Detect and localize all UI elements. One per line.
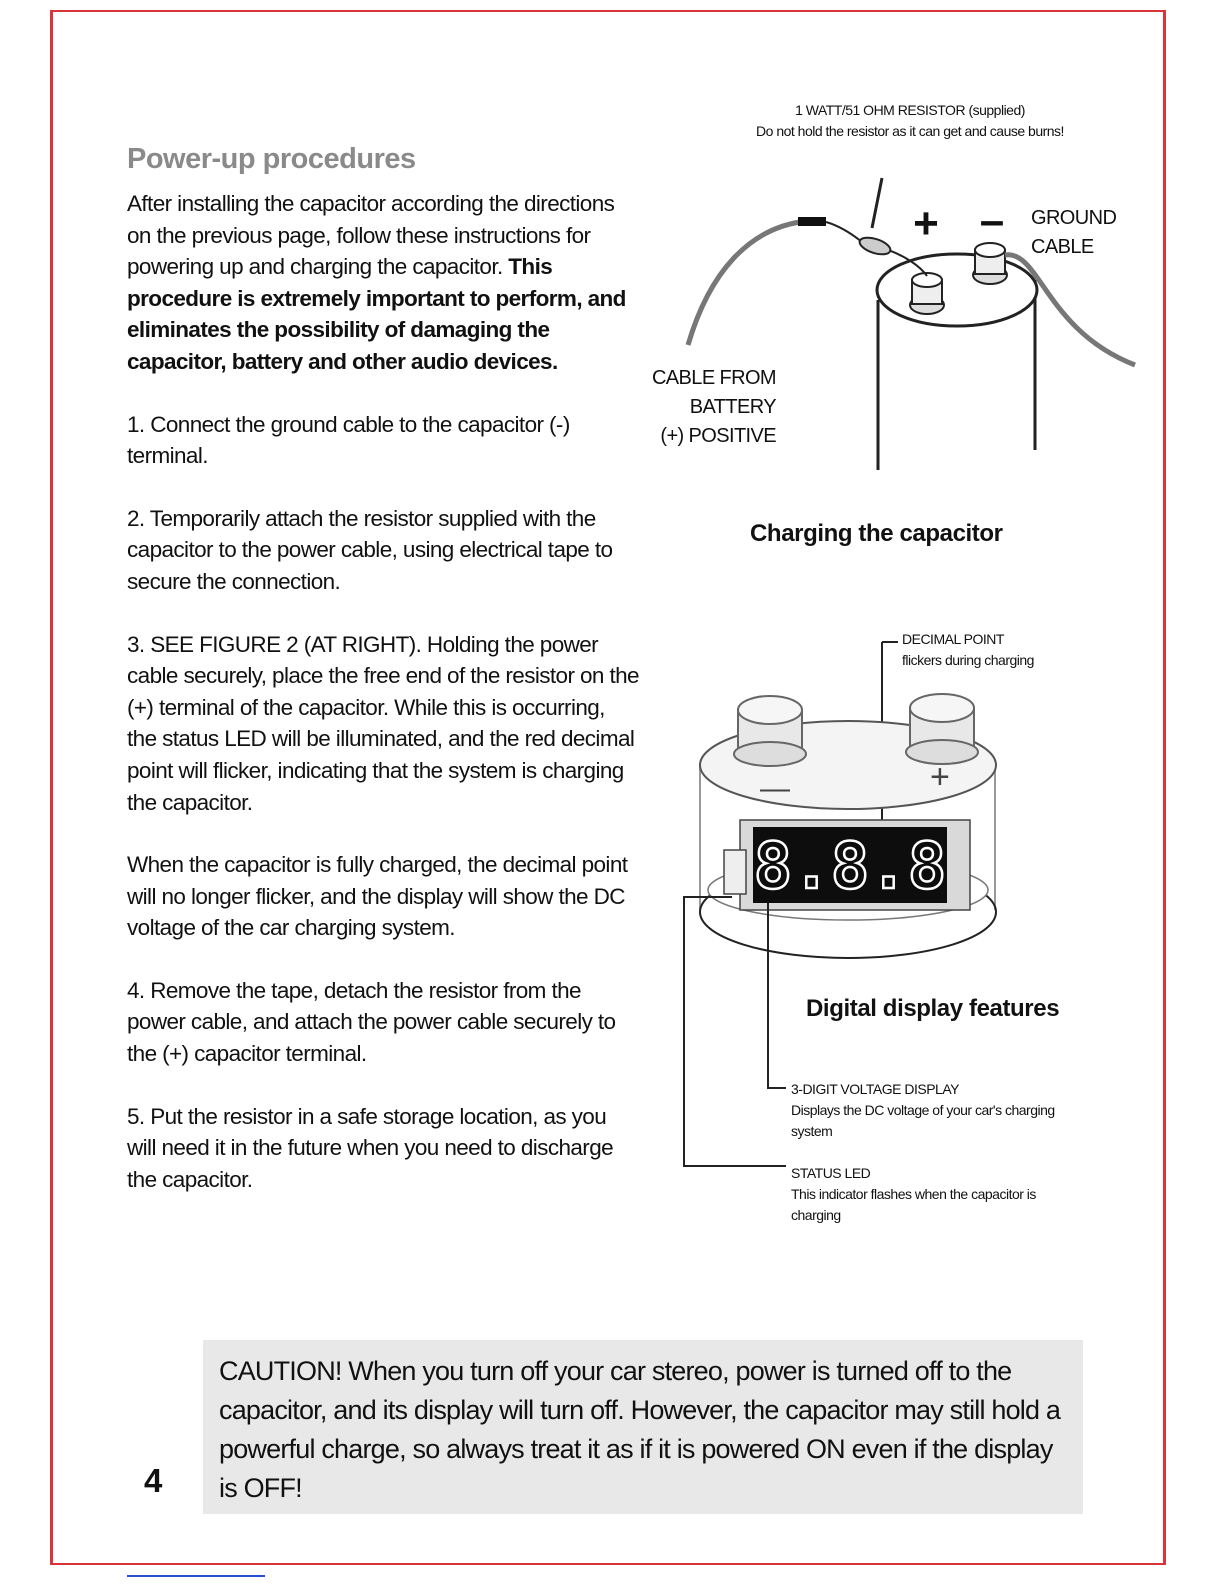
led-title: STATUS LED xyxy=(791,1165,871,1181)
instructions-column xyxy=(127,188,639,1226)
display-plus-mark: + xyxy=(930,758,950,796)
ground-cable-label xyxy=(1031,204,1116,262)
step-1: 1. Connect the ground cable to the capacitor (-) terminal. xyxy=(127,411,570,469)
step-3-note: When the capacitor is fully charged, the decimal point will no longer flicker, and the display will show the DC voltage of the car charging system. xyxy=(127,852,628,941)
battery-cable-label xyxy=(640,364,776,451)
status-led-label xyxy=(791,1163,1121,1226)
display-positive-terminal xyxy=(906,694,978,764)
battery-cable xyxy=(688,222,800,345)
positive-terminal xyxy=(910,273,944,314)
page-heading: Power-up procedures xyxy=(127,143,416,175)
resistor-warning: Do not hold the resistor as it can get and cause burns! xyxy=(756,123,1064,139)
intro-paragraph xyxy=(127,188,639,378)
step-5: 5. Put the resistor in a safe storage location, as you will need it in the future when you need to discharge the capacitor. xyxy=(127,1103,614,1192)
voltage-display-label xyxy=(791,1079,1121,1142)
display-negative-terminal xyxy=(734,696,806,766)
voltage-callout-line xyxy=(768,903,786,1088)
led-callout-line xyxy=(684,897,786,1166)
ground-label-line1: GROUND xyxy=(1031,207,1117,229)
step-3: 3. SEE FIGURE 2 (AT RIGHT). Holding the power cable securely, place the free end of the resistor on the (+) terminal of the capacitor. While this is occurring, the status LED will be illuminated, and the red decimal point will flicker, indicating that the system is charging the capacitor. xyxy=(127,631,639,815)
step-2: 2. Temporarily attach the resistor supplied with the capacitor to the power cable, using electrical tape to secure the connection. xyxy=(127,505,613,594)
voltage-desc-line1: Displays the DC voltage of your car's charging xyxy=(791,1102,1055,1118)
capacitor-top xyxy=(877,254,1037,326)
battery-label-line1: CABLE FROM xyxy=(651,367,776,389)
intro-bold-text: This procedure is extremely important to perform, and eliminates the possibility of damaging the capacitor, battery and other audio devices. xyxy=(127,254,626,374)
voltage-title: 3-DIGIT VOLTAGE DISPLAY xyxy=(791,1081,959,1097)
minus-sign: – xyxy=(979,196,1005,245)
resistor-pointer xyxy=(872,178,882,228)
decimal-title: DECIMAL POINT xyxy=(902,631,1004,647)
display-minus-mark: — xyxy=(760,772,790,805)
footer-link-line[interactable] xyxy=(127,1575,265,1577)
plus-sign: + xyxy=(913,199,939,248)
voltage-desc-line2: system xyxy=(791,1123,833,1139)
status-led-housing xyxy=(724,850,746,894)
battery-label-line3: (+) POSITIVE xyxy=(660,425,776,447)
led-desc-line1: This indicator flashes when the capacitor is xyxy=(791,1186,1036,1202)
resistor xyxy=(858,234,893,257)
caution-box xyxy=(203,1340,1083,1514)
resistor-label: 1 WATT/51 OHM RESISTOR (supplied) xyxy=(795,102,1025,118)
page-number: 4 xyxy=(144,1462,163,1499)
caution-text: CAUTION! When you turn off your car stereo, power is turned off to the capacitor, and its display will turn off. However, the capacitor may still hold a powerful charge, so always treat it as if it is powered ON even if the display is OFF! xyxy=(219,1356,1061,1503)
intro-text: After installing the capacitor according the directions on the previous page, follow these instructions for powering up and charging the capacitor. xyxy=(127,191,615,280)
negative-terminal xyxy=(973,243,1007,284)
display-digits: 8.8.8 xyxy=(753,830,947,904)
step-4: 4. Remove the tape, detach the resistor from the power cable, and attach the power cable securely to the (+) capacitor terminal. xyxy=(127,977,616,1067)
resistor-label-block xyxy=(700,100,1120,142)
led-desc-line2: charging xyxy=(791,1207,841,1223)
decimal-point-label xyxy=(902,629,1034,671)
ground-label-line2: CABLE xyxy=(1031,236,1094,258)
decimal-desc: flickers during charging xyxy=(902,652,1034,668)
figure2-caption: Digital display features xyxy=(806,995,1060,1022)
figure1-caption: Charging the capacitor xyxy=(750,520,1003,547)
cable-end xyxy=(798,217,826,226)
battery-label-line2: BATTERY xyxy=(689,396,776,418)
